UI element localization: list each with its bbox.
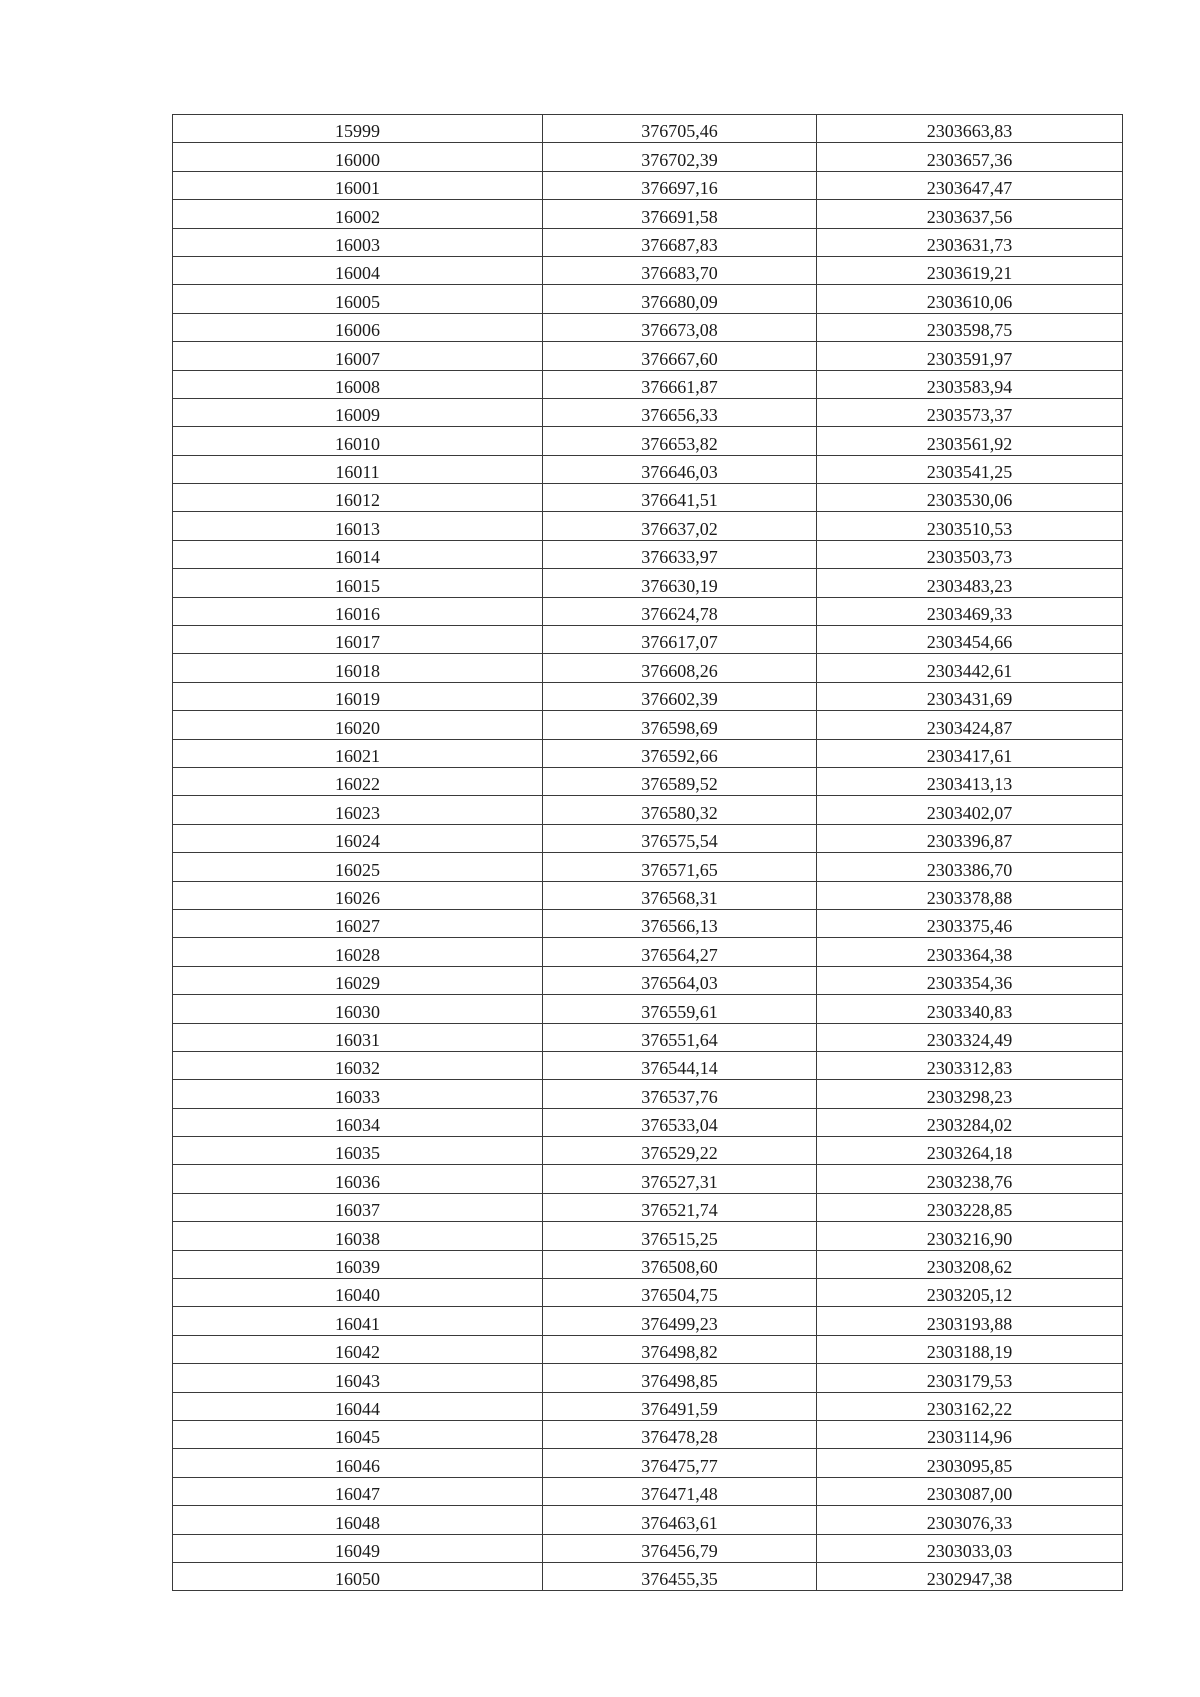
table-row [173,796,1123,824]
point-number-cell: 16038 [173,1222,543,1250]
x-coordinate-cell: 376592,66 [543,739,817,767]
table-row [173,115,1123,143]
table-row [173,143,1123,171]
y-coordinate-cell: 2303193,88 [817,1307,1123,1335]
x-coordinate-cell: 376608,26 [543,654,817,682]
point-number-cell: 16027 [173,909,543,937]
x-coordinate-cell: 376566,13 [543,909,817,937]
x-coordinate-cell: 376508,60 [543,1250,817,1278]
y-coordinate-cell: 2303561,92 [817,427,1123,455]
table-row [173,1250,1123,1278]
x-coordinate-cell: 376491,59 [543,1392,817,1420]
y-coordinate-cell: 2303076,33 [817,1506,1123,1534]
y-coordinate-cell: 2303424,87 [817,711,1123,739]
point-number-cell: 16029 [173,966,543,994]
x-coordinate-cell: 376571,65 [543,853,817,881]
x-coordinate-cell: 376456,79 [543,1534,817,1562]
x-coordinate-cell: 376498,85 [543,1364,817,1392]
point-number-cell: 16014 [173,540,543,568]
y-coordinate-cell: 2303208,62 [817,1250,1123,1278]
table-row [173,1534,1123,1562]
table-row [173,228,1123,256]
y-coordinate-cell: 2303033,03 [817,1534,1123,1562]
table-row [173,938,1123,966]
y-coordinate-cell: 2303663,83 [817,115,1123,143]
y-coordinate-cell: 2303340,83 [817,995,1123,1023]
x-coordinate-cell: 376667,60 [543,342,817,370]
y-coordinate-cell: 2303324,49 [817,1023,1123,1051]
point-number-cell: 16005 [173,285,543,313]
point-number-cell: 16003 [173,228,543,256]
table-row [173,370,1123,398]
table-row [173,171,1123,199]
point-number-cell: 16045 [173,1420,543,1448]
y-coordinate-cell: 2303591,97 [817,342,1123,370]
y-coordinate-cell: 2303312,83 [817,1051,1123,1079]
x-coordinate-cell: 376598,69 [543,711,817,739]
table-row [173,484,1123,512]
point-number-cell: 16043 [173,1364,543,1392]
x-coordinate-cell: 376580,32 [543,796,817,824]
coordinates-table [172,114,1123,1591]
y-coordinate-cell: 2303378,88 [817,881,1123,909]
table-row [173,1364,1123,1392]
y-coordinate-cell: 2303238,76 [817,1165,1123,1193]
table-row [173,739,1123,767]
point-number-cell: 16041 [173,1307,543,1335]
y-coordinate-cell: 2303364,38 [817,938,1123,966]
x-coordinate-cell: 376504,75 [543,1279,817,1307]
table-row [173,455,1123,483]
table-row [173,1080,1123,1108]
table-row [173,597,1123,625]
point-number-cell: 16030 [173,995,543,1023]
coordinates-table-body [173,115,1123,1591]
x-coordinate-cell: 376559,61 [543,995,817,1023]
x-coordinate-cell: 376624,78 [543,597,817,625]
point-number-cell: 16000 [173,143,543,171]
x-coordinate-cell: 376537,76 [543,1080,817,1108]
x-coordinate-cell: 376630,19 [543,569,817,597]
point-number-cell: 16006 [173,313,543,341]
point-number-cell: 16048 [173,1506,543,1534]
x-coordinate-cell: 376602,39 [543,682,817,710]
point-number-cell: 16016 [173,597,543,625]
x-coordinate-cell: 376646,03 [543,455,817,483]
x-coordinate-cell: 376498,82 [543,1335,817,1363]
point-number-cell: 16008 [173,370,543,398]
table-row [173,626,1123,654]
x-coordinate-cell: 376697,16 [543,171,817,199]
table-row [173,966,1123,994]
table-row [173,853,1123,881]
y-coordinate-cell: 2303298,23 [817,1080,1123,1108]
y-coordinate-cell: 2303216,90 [817,1222,1123,1250]
x-coordinate-cell: 376471,48 [543,1477,817,1505]
point-number-cell: 16007 [173,342,543,370]
y-coordinate-cell: 2303610,06 [817,285,1123,313]
table-row [173,313,1123,341]
x-coordinate-cell: 376673,08 [543,313,817,341]
point-number-cell: 16035 [173,1137,543,1165]
x-coordinate-cell: 376687,83 [543,228,817,256]
table-row [173,995,1123,1023]
y-coordinate-cell: 2303483,23 [817,569,1123,597]
point-number-cell: 16024 [173,824,543,852]
table-row [173,711,1123,739]
y-coordinate-cell: 2303284,02 [817,1108,1123,1136]
y-coordinate-cell: 2303386,70 [817,853,1123,881]
y-coordinate-cell: 2303188,19 [817,1335,1123,1363]
point-number-cell: 16034 [173,1108,543,1136]
x-coordinate-cell: 376463,61 [543,1506,817,1534]
y-coordinate-cell: 2302947,38 [817,1562,1123,1590]
x-coordinate-cell: 376589,52 [543,767,817,795]
point-number-cell: 16050 [173,1562,543,1590]
table-row [173,1477,1123,1505]
y-coordinate-cell: 2303503,73 [817,540,1123,568]
x-coordinate-cell: 376564,03 [543,966,817,994]
y-coordinate-cell: 2303637,56 [817,200,1123,228]
x-coordinate-cell: 376568,31 [543,881,817,909]
point-number-cell: 16013 [173,512,543,540]
point-number-cell: 16020 [173,711,543,739]
table-row [173,767,1123,795]
table-row [173,1307,1123,1335]
y-coordinate-cell: 2303631,73 [817,228,1123,256]
point-number-cell: 16021 [173,739,543,767]
table-row [173,427,1123,455]
table-row [173,1449,1123,1477]
point-number-cell: 16042 [173,1335,543,1363]
x-coordinate-cell: 376641,51 [543,484,817,512]
point-number-cell: 16009 [173,398,543,426]
table-row [173,1193,1123,1221]
x-coordinate-cell: 376515,25 [543,1222,817,1250]
y-coordinate-cell: 2303657,36 [817,143,1123,171]
x-coordinate-cell: 376661,87 [543,370,817,398]
table-row [173,342,1123,370]
y-coordinate-cell: 2303583,94 [817,370,1123,398]
y-coordinate-cell: 2303647,47 [817,171,1123,199]
x-coordinate-cell: 376564,27 [543,938,817,966]
table-row [173,1420,1123,1448]
table-row [173,682,1123,710]
x-coordinate-cell: 376617,07 [543,626,817,654]
y-coordinate-cell: 2303095,85 [817,1449,1123,1477]
point-number-cell: 16010 [173,427,543,455]
table-row [173,1051,1123,1079]
point-number-cell: 16023 [173,796,543,824]
table-row [173,1392,1123,1420]
point-number-cell: 16047 [173,1477,543,1505]
y-coordinate-cell: 2303205,12 [817,1279,1123,1307]
point-number-cell: 16001 [173,171,543,199]
table-row [173,1137,1123,1165]
x-coordinate-cell: 376544,14 [543,1051,817,1079]
point-number-cell: 16031 [173,1023,543,1051]
point-number-cell: 16028 [173,938,543,966]
table-row [173,200,1123,228]
y-coordinate-cell: 2303087,00 [817,1477,1123,1505]
x-coordinate-cell: 376533,04 [543,1108,817,1136]
x-coordinate-cell: 376705,46 [543,115,817,143]
point-number-cell: 16049 [173,1534,543,1562]
y-coordinate-cell: 2303396,87 [817,824,1123,852]
x-coordinate-cell: 376521,74 [543,1193,817,1221]
x-coordinate-cell: 376478,28 [543,1420,817,1448]
y-coordinate-cell: 2303354,36 [817,966,1123,994]
point-number-cell: 16018 [173,654,543,682]
point-number-cell: 16017 [173,626,543,654]
table-row [173,285,1123,313]
point-number-cell: 16033 [173,1080,543,1108]
table-row [173,654,1123,682]
table-row [173,1222,1123,1250]
x-coordinate-cell: 376656,33 [543,398,817,426]
point-number-cell: 16040 [173,1279,543,1307]
table-row [173,512,1123,540]
table-row [173,1108,1123,1136]
y-coordinate-cell: 2303375,46 [817,909,1123,937]
table-row [173,1165,1123,1193]
x-coordinate-cell: 376637,02 [543,512,817,540]
x-coordinate-cell: 376653,82 [543,427,817,455]
y-coordinate-cell: 2303114,96 [817,1420,1123,1448]
y-coordinate-cell: 2303228,85 [817,1193,1123,1221]
point-number-cell: 16025 [173,853,543,881]
table-row [173,909,1123,937]
table-row [173,1279,1123,1307]
table-row [173,1506,1123,1534]
y-coordinate-cell: 2303541,25 [817,455,1123,483]
y-coordinate-cell: 2303162,22 [817,1392,1123,1420]
point-number-cell: 16022 [173,767,543,795]
y-coordinate-cell: 2303264,18 [817,1137,1123,1165]
table-row [173,256,1123,284]
y-coordinate-cell: 2303431,69 [817,682,1123,710]
y-coordinate-cell: 2303454,66 [817,626,1123,654]
x-coordinate-cell: 376702,39 [543,143,817,171]
x-coordinate-cell: 376680,09 [543,285,817,313]
y-coordinate-cell: 2303402,07 [817,796,1123,824]
x-coordinate-cell: 376551,64 [543,1023,817,1051]
table-row [173,540,1123,568]
table-row [173,824,1123,852]
point-number-cell: 16011 [173,455,543,483]
point-number-cell: 16004 [173,256,543,284]
x-coordinate-cell: 376499,23 [543,1307,817,1335]
table-row [173,398,1123,426]
y-coordinate-cell: 2303573,37 [817,398,1123,426]
y-coordinate-cell: 2303598,75 [817,313,1123,341]
y-coordinate-cell: 2303413,13 [817,767,1123,795]
x-coordinate-cell: 376529,22 [543,1137,817,1165]
x-coordinate-cell: 376455,35 [543,1562,817,1590]
y-coordinate-cell: 2303417,61 [817,739,1123,767]
x-coordinate-cell: 376683,70 [543,256,817,284]
point-number-cell: 16015 [173,569,543,597]
table-row [173,881,1123,909]
x-coordinate-cell: 376475,77 [543,1449,817,1477]
y-coordinate-cell: 2303442,61 [817,654,1123,682]
x-coordinate-cell: 376691,58 [543,200,817,228]
point-number-cell: 16046 [173,1449,543,1477]
point-number-cell: 16002 [173,200,543,228]
point-number-cell: 16044 [173,1392,543,1420]
table-row [173,1335,1123,1363]
point-number-cell: 16032 [173,1051,543,1079]
table-row [173,569,1123,597]
table-row [173,1023,1123,1051]
table-row [173,1562,1123,1590]
x-coordinate-cell: 376633,97 [543,540,817,568]
y-coordinate-cell: 2303469,33 [817,597,1123,625]
y-coordinate-cell: 2303619,21 [817,256,1123,284]
point-number-cell: 16036 [173,1165,543,1193]
point-number-cell: 16039 [173,1250,543,1278]
point-number-cell: 16012 [173,484,543,512]
x-coordinate-cell: 376575,54 [543,824,817,852]
point-number-cell: 16037 [173,1193,543,1221]
y-coordinate-cell: 2303530,06 [817,484,1123,512]
y-coordinate-cell: 2303179,53 [817,1364,1123,1392]
x-coordinate-cell: 376527,31 [543,1165,817,1193]
y-coordinate-cell: 2303510,53 [817,512,1123,540]
point-number-cell: 16019 [173,682,543,710]
point-number-cell: 15999 [173,115,543,143]
point-number-cell: 16026 [173,881,543,909]
